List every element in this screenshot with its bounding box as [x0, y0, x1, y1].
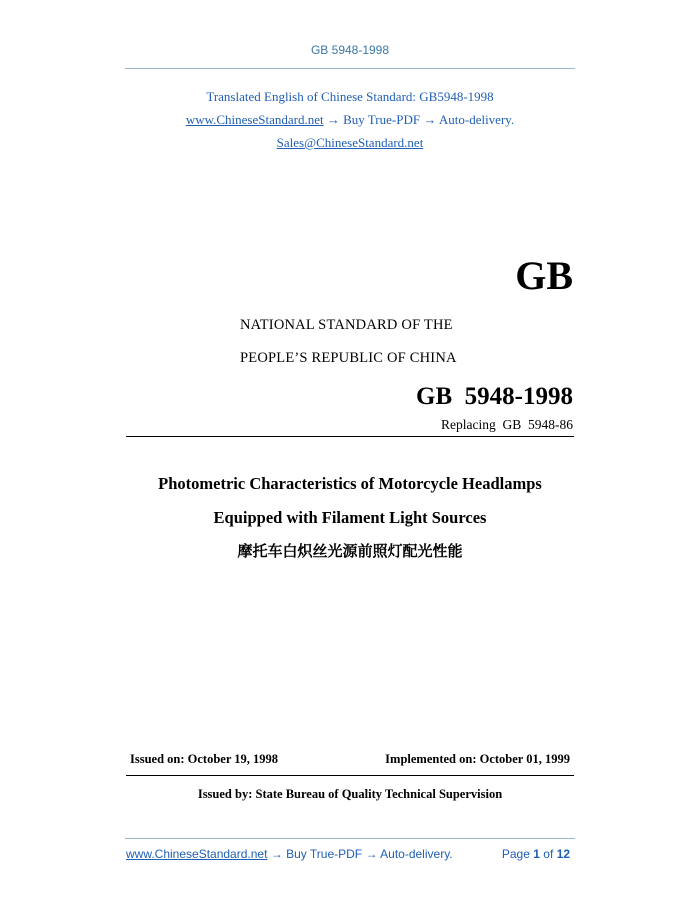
chinesestandard-link[interactable]: www.ChineseStandard.net [185, 112, 324, 127]
standard-number: GB 5948-1998 [416, 383, 573, 410]
auto-delivery-text: Auto-delivery. [438, 112, 515, 127]
document-title-chinese: 摩托车白炽丝光源前照灯配光性能 [237, 543, 463, 560]
gb-mark: GB [515, 253, 573, 298]
footer-links [126, 847, 453, 861]
header-divider [125, 68, 575, 69]
replacing-note: Replacing GB 5948-86 [441, 417, 573, 432]
national-standard-line1: NATIONAL STANDARD OF THE [240, 317, 453, 333]
sales-email-link[interactable]: Sales@ChineseStandard.net [276, 135, 424, 150]
document-title-line2: Equipped with Filament Light Sources [213, 508, 487, 527]
arrow-right-icon: → [326, 112, 340, 127]
page-label: Page [501, 847, 530, 861]
issuing-authority: Issued by: State Bureau of Quality Technical Supervision [197, 787, 503, 801]
footer-buy-true-pdf-text: Buy True-PDF [286, 847, 363, 861]
page-total: 12 [556, 847, 570, 861]
implemented-on-date: Implemented on: October 01, 1999 [385, 752, 570, 766]
footer-chinesestandard-link[interactable]: www.ChineseStandard.net [126, 847, 268, 861]
arrow-right-icon: → [423, 112, 437, 127]
translation-links-line [0, 112, 700, 128]
footer-divider [125, 838, 575, 839]
running-header-title: GB 5948-1998 [310, 43, 390, 57]
translation-note: Translated English of Chinese Standard: GB5948-1998 [206, 89, 494, 104]
arrow-right-icon: → [365, 847, 378, 861]
document-title-line1: Photometric Characteristics of Motorcycle Headlamps [158, 474, 542, 493]
national-standard-line2: PEOPLE’S REPUBLIC OF CHINA [240, 350, 457, 366]
page-current: 1 [533, 847, 540, 861]
arrow-right-icon: → [270, 847, 283, 861]
page-indicator [502, 847, 570, 861]
title-divider-top [126, 436, 574, 437]
page-of-label: of [543, 847, 554, 861]
dates-divider [126, 775, 574, 776]
issued-on-date: Issued on: October 19, 1998 [130, 752, 279, 766]
footer-auto-delivery-text: Auto-delivery. [380, 847, 453, 861]
buy-true-pdf-text: Buy True-PDF [343, 112, 421, 127]
sales-email-line [0, 135, 700, 151]
